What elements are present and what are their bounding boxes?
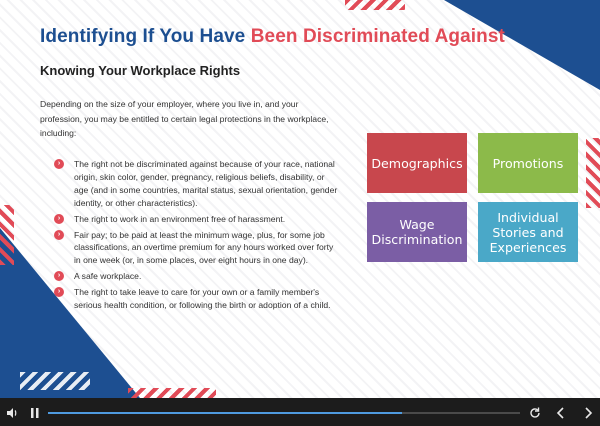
tile-label: Individual Stories and Experiences [489,209,567,255]
tile-label: Wage Discrimination [371,217,463,247]
list-item [54,270,339,283]
list-item [54,286,339,312]
decorative-stripes-right [586,138,600,208]
list-item-text: A safe workplace. [74,271,142,282]
chevron-right-icon: › [54,230,64,240]
tile-label: Demographics [371,155,463,171]
chevron-right-icon: › [54,271,64,281]
slide-title [40,26,505,48]
title-text: Identifying If You Have [40,26,251,47]
tile-demographics[interactable] [367,133,467,193]
next-icon[interactable] [583,398,593,426]
chevron-right-icon: › [54,287,64,297]
list-item-text: The right to work in an environment free of harassment. [74,213,286,224]
topic-tiles [367,133,578,262]
replay-icon[interactable] [529,398,541,426]
player-controls [0,398,600,426]
decorative-stripes-bottom [128,388,216,398]
list-item-text: Fair pay; to be paid at least the minimum wage, plus, for some job classifications, an overtime premium for any hours worked over forty in one week (or, in some places, over eight hours in one day). [74,229,334,266]
list-item [54,158,339,210]
tile-individual-stories[interactable] [478,202,578,262]
tile-wage-discrimination[interactable] [367,202,467,262]
previous-icon[interactable] [556,398,566,426]
rights-list [54,158,339,315]
intro-paragraph: Depending on the size of your employer, where you live in, and your profession, you may be entitled to certain legal protections in the workplace, including: [40,99,329,138]
title-accent-text: Been Discriminated Against [250,26,505,47]
chevron-right-icon: › [54,159,64,169]
list-item-text: The right not be discriminated against because of your race, national origin, skin color, gender, pregnancy, religious beliefs, disability, or age (and in some countries, marital status, sexual orientation, gender identity, or other characteristics). [74,159,338,208]
slide-subtitle: Knowing Your Workplace Rights [40,63,241,78]
decorative-stripes-bottom-left [20,372,90,390]
tile-promotions[interactable] [478,133,578,193]
list-item [54,229,339,268]
chevron-right-icon: › [54,214,64,224]
progress-bar[interactable] [48,412,520,414]
decorative-stripes-left [0,205,14,265]
progress-fill [48,412,402,414]
volume-icon[interactable] [6,398,19,426]
pause-icon[interactable] [30,398,40,426]
decorative-stripes-top [345,0,405,10]
tile-label: Promotions [492,155,564,171]
list-item-text: The right to take leave to care for your own or a family member's serious health condition, or following the birth or adoption of a child. [74,287,331,311]
list-item [54,213,339,226]
